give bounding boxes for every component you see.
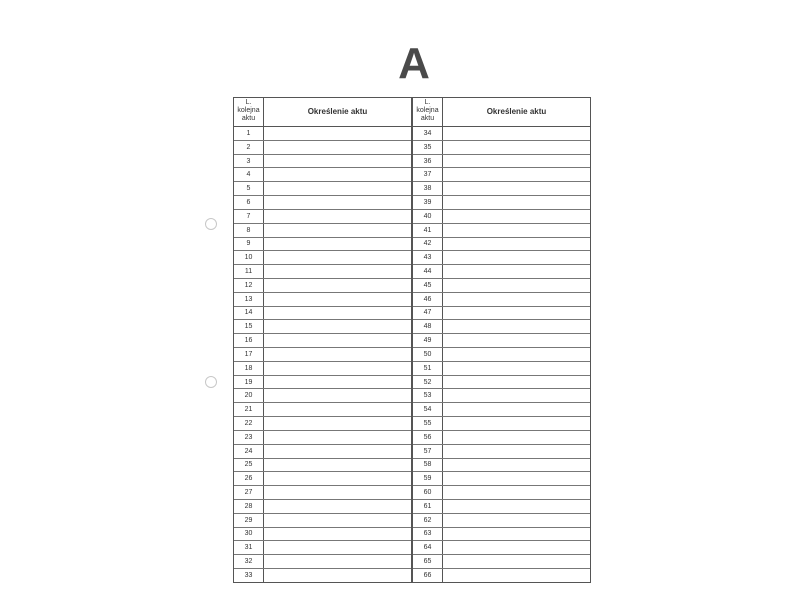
row-number: 42 [413, 238, 443, 251]
row-description-cell[interactable] [264, 445, 411, 458]
row-number: 7 [234, 210, 264, 223]
table-row [234, 238, 411, 252]
row-number: 44 [413, 265, 443, 278]
row-number: 34 [413, 127, 443, 140]
header-num-line: L. [424, 99, 431, 106]
table-row [234, 362, 411, 376]
row-description-cell[interactable] [264, 307, 411, 320]
row-description-cell[interactable] [443, 279, 590, 292]
row-number: 26 [234, 472, 264, 485]
row-number: 55 [413, 417, 443, 430]
header-num-line: L. [245, 99, 252, 106]
table-row [234, 251, 411, 265]
row-description-cell[interactable] [264, 251, 411, 264]
table-left-half [234, 98, 412, 582]
row-description-cell[interactable] [443, 389, 590, 402]
row-number: 61 [413, 500, 443, 513]
row-description-cell[interactable] [264, 141, 411, 154]
row-number: 22 [234, 417, 264, 430]
table-row [413, 196, 590, 210]
row-description-cell[interactable] [264, 362, 411, 375]
row-description-cell[interactable] [264, 376, 411, 389]
table-row [413, 403, 590, 417]
row-description-cell[interactable] [264, 238, 411, 251]
row-description-cell[interactable] [443, 445, 590, 458]
column-header-description: Określenie aktu [307, 107, 368, 116]
row-description-cell[interactable] [443, 431, 590, 444]
table-row [413, 569, 590, 582]
row-number: 5 [234, 182, 264, 195]
punch-hole-top [205, 218, 217, 230]
row-description-cell[interactable] [443, 348, 590, 361]
table-row [413, 376, 590, 390]
row-number: 47 [413, 307, 443, 320]
row-description-cell[interactable] [443, 459, 590, 472]
row-number: 50 [413, 348, 443, 361]
row-description-cell[interactable] [443, 251, 590, 264]
row-description-cell[interactable] [443, 238, 590, 251]
table-row [413, 251, 590, 265]
row-description-cell[interactable] [264, 431, 411, 444]
row-number: 29 [234, 514, 264, 527]
row-number: 8 [234, 224, 264, 237]
row-description-cell[interactable] [264, 196, 411, 209]
table-row [413, 182, 590, 196]
row-description-cell[interactable] [264, 279, 411, 292]
row-number: 32 [234, 555, 264, 568]
row-number: 37 [413, 168, 443, 181]
row-description-cell[interactable] [443, 293, 590, 306]
row-description-cell[interactable] [443, 569, 590, 582]
table-row [234, 472, 411, 486]
row-description-cell[interactable] [264, 127, 411, 140]
row-number: 54 [413, 403, 443, 416]
row-description-cell[interactable] [264, 486, 411, 499]
table-row [413, 307, 590, 321]
row-description-cell[interactable] [264, 155, 411, 168]
header-num-line: kolejna [237, 107, 260, 114]
table-row [234, 486, 411, 500]
row-number: 35 [413, 141, 443, 154]
row-description-cell[interactable] [443, 224, 590, 237]
row-description-cell[interactable] [443, 182, 590, 195]
row-number: 13 [234, 293, 264, 306]
table-row [234, 127, 411, 141]
row-number: 10 [234, 251, 264, 264]
row-description-cell[interactable] [264, 168, 411, 181]
section-letter: A [398, 39, 430, 88]
table-row [413, 238, 590, 252]
row-number: 43 [413, 251, 443, 264]
row-description-cell[interactable] [443, 320, 590, 333]
row-description-cell[interactable] [264, 459, 411, 472]
row-description-cell[interactable] [264, 293, 411, 306]
table-row [234, 155, 411, 169]
table-row [234, 182, 411, 196]
punch-hole-bottom [205, 376, 217, 388]
table-row [234, 224, 411, 238]
row-number: 52 [413, 376, 443, 389]
table-row [234, 307, 411, 321]
row-number: 46 [413, 293, 443, 306]
row-number: 16 [234, 334, 264, 347]
table-row [413, 500, 590, 514]
row-number: 39 [413, 196, 443, 209]
row-number: 53 [413, 389, 443, 402]
row-description-cell[interactable] [264, 514, 411, 527]
row-number: 31 [234, 541, 264, 554]
row-number: 62 [413, 514, 443, 527]
table-row [413, 528, 590, 542]
row-number: 3 [234, 155, 264, 168]
row-description-cell[interactable] [443, 210, 590, 223]
row-number: 57 [413, 445, 443, 458]
row-description-cell[interactable] [264, 417, 411, 430]
column-header-number [413, 98, 443, 126]
row-number: 25 [234, 459, 264, 472]
row-number: 20 [234, 389, 264, 402]
table-header [234, 98, 411, 127]
table-row [413, 127, 590, 141]
table-row [234, 569, 411, 582]
row-number: 51 [413, 362, 443, 375]
row-number: 4 [234, 168, 264, 181]
table-row [413, 541, 590, 555]
row-number: 17 [234, 348, 264, 361]
row-number: 48 [413, 320, 443, 333]
row-description-cell[interactable] [443, 486, 590, 499]
table-row [234, 389, 411, 403]
table-row [413, 431, 590, 445]
row-description-cell[interactable] [443, 334, 590, 347]
row-number: 58 [413, 459, 443, 472]
table-row [413, 348, 590, 362]
table-row [413, 334, 590, 348]
row-description-cell[interactable] [443, 168, 590, 181]
row-number: 49 [413, 334, 443, 347]
table-row [234, 431, 411, 445]
table-row [413, 141, 590, 155]
table-row [234, 514, 411, 528]
table-row [413, 168, 590, 182]
row-number: 40 [413, 210, 443, 223]
row-description-cell[interactable] [443, 541, 590, 554]
table-row [234, 445, 411, 459]
table-row [234, 555, 411, 569]
table-row [234, 168, 411, 182]
row-number: 65 [413, 555, 443, 568]
table-row [234, 348, 411, 362]
table-right-half [412, 98, 590, 582]
table-row [234, 141, 411, 155]
row-description-cell[interactable] [443, 127, 590, 140]
table-row [234, 403, 411, 417]
row-number: 63 [413, 528, 443, 541]
table-row [413, 265, 590, 279]
row-description-cell[interactable] [443, 528, 590, 541]
row-number: 1 [234, 127, 264, 140]
row-number: 33 [234, 569, 264, 582]
header-num-line: aktu [420, 115, 435, 122]
table-row [234, 500, 411, 514]
table-row [413, 514, 590, 528]
row-number: 30 [234, 528, 264, 541]
row-description-cell[interactable] [443, 514, 590, 527]
row-number: 21 [234, 403, 264, 416]
table-row [234, 417, 411, 431]
column-header-number [234, 98, 264, 126]
register-table [233, 97, 591, 583]
table-row [234, 334, 411, 348]
row-description-cell[interactable] [443, 417, 590, 430]
table-row [413, 472, 590, 486]
row-description-cell[interactable] [264, 403, 411, 416]
row-description-cell[interactable] [264, 182, 411, 195]
row-description-cell[interactable] [443, 403, 590, 416]
row-number: 38 [413, 182, 443, 195]
table-row [413, 279, 590, 293]
row-number: 45 [413, 279, 443, 292]
table-row [413, 486, 590, 500]
row-number: 28 [234, 500, 264, 513]
table-row [234, 293, 411, 307]
table-row [413, 224, 590, 238]
row-description-cell[interactable] [264, 265, 411, 278]
table-row [413, 459, 590, 473]
row-description-cell[interactable] [264, 210, 411, 223]
table-row [413, 362, 590, 376]
row-number: 59 [413, 472, 443, 485]
row-number: 15 [234, 320, 264, 333]
table-row [234, 541, 411, 555]
table-row [413, 155, 590, 169]
row-number: 27 [234, 486, 264, 499]
table-row [234, 320, 411, 334]
row-number: 11 [234, 265, 264, 278]
row-description-cell[interactable] [264, 348, 411, 361]
row-description-cell[interactable] [443, 265, 590, 278]
row-description-cell[interactable] [264, 224, 411, 237]
row-number: 12 [234, 279, 264, 292]
row-number: 9 [234, 238, 264, 251]
column-header-description: Określenie aktu [486, 107, 547, 116]
row-number: 41 [413, 224, 443, 237]
table-row [234, 265, 411, 279]
row-description-cell[interactable] [443, 376, 590, 389]
row-description-cell[interactable] [264, 320, 411, 333]
row-number: 36 [413, 155, 443, 168]
row-number: 24 [234, 445, 264, 458]
table-row [413, 445, 590, 459]
row-description-cell[interactable] [264, 472, 411, 485]
row-description-cell[interactable] [264, 334, 411, 347]
header-num-line: aktu [241, 115, 256, 122]
row-number: 18 [234, 362, 264, 375]
row-number: 2 [234, 141, 264, 154]
row-description-cell[interactable] [443, 155, 590, 168]
row-number: 56 [413, 431, 443, 444]
table-row [413, 555, 590, 569]
table-row [234, 376, 411, 390]
row-description-cell[interactable] [264, 500, 411, 513]
table-row [413, 389, 590, 403]
table-row [234, 210, 411, 224]
table-row [413, 210, 590, 224]
row-description-cell[interactable] [443, 196, 590, 209]
row-description-cell[interactable] [443, 472, 590, 485]
row-description-cell[interactable] [264, 389, 411, 402]
row-number: 64 [413, 541, 443, 554]
table-row [234, 279, 411, 293]
row-number: 19 [234, 376, 264, 389]
table-row [234, 528, 411, 542]
row-number: 14 [234, 307, 264, 320]
table-row [413, 293, 590, 307]
row-description-cell[interactable] [264, 555, 411, 568]
table-row [234, 459, 411, 473]
row-description-cell[interactable] [264, 541, 411, 554]
row-description-cell[interactable] [264, 528, 411, 541]
table-body-right [413, 127, 590, 582]
row-description-cell[interactable] [443, 555, 590, 568]
row-description-cell[interactable] [443, 500, 590, 513]
table-row [413, 417, 590, 431]
row-number: 23 [234, 431, 264, 444]
row-number: 6 [234, 196, 264, 209]
row-description-cell[interactable] [264, 569, 411, 582]
row-number: 66 [413, 569, 443, 582]
row-description-cell[interactable] [443, 141, 590, 154]
table-body-left [234, 127, 411, 582]
table-row [413, 320, 590, 334]
row-description-cell[interactable] [443, 362, 590, 375]
row-description-cell[interactable] [443, 307, 590, 320]
table-row [234, 196, 411, 210]
header-num-line: kolejna [416, 107, 439, 114]
row-number: 60 [413, 486, 443, 499]
table-header [413, 98, 590, 127]
